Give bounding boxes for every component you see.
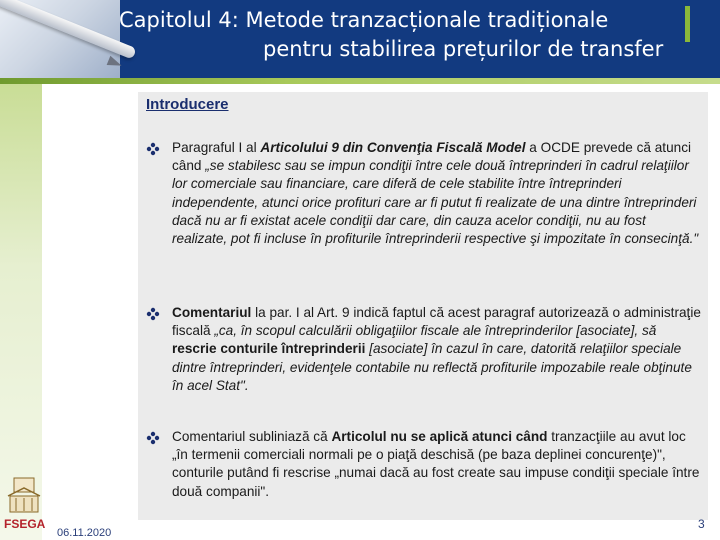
bullet3-text-b: Articolul nu se aplică atunci când (331, 429, 548, 444)
page-number: 3 (698, 517, 705, 531)
slide-date: 06.11.2020 (57, 527, 112, 539)
slide-title (105, 6, 710, 64)
title-line-1: Capitolul 4: Metode tranzacționale tradiționale (119, 8, 609, 32)
logo-label: FSEGA (4, 517, 46, 531)
bullet-paragraph-2 (172, 304, 702, 395)
section-heading: Introducere (146, 96, 229, 113)
diamond-bullet-icon (146, 142, 160, 156)
diamond-bullet-icon (146, 307, 160, 321)
bullet1-text-c: a OCDE prevede că atunci când (172, 140, 692, 174)
title-line-2: pentru stabilirea prețurilor de transfer (263, 37, 664, 61)
pen-image (0, 0, 120, 78)
diamond-bullet-icon (146, 431, 160, 445)
bullet3-text-c: tranzacţiile au avut loc „în termenii comerciali normali pe o piaţă deschisă (pe baza deplinei concurenţe)", conturile putând fi rescrise „numai dacă au fost create sau impuse condiţii speciale între două companii". (172, 429, 700, 499)
bullet2-text-b: la par. I al Art. 9 indică faptul că acest paragraf autorizează o administraţie fiscală (172, 305, 701, 339)
header-green-band (0, 78, 720, 84)
bullet-paragraph-3 (172, 428, 702, 501)
bullet1-text-b: Articolului 9 din Convenţia Fiscală Model (260, 140, 526, 155)
bullet2-text-d: rescrie conturile întreprinderii (172, 341, 366, 357)
bullet3-text-a: Comentariul subliniază că (172, 429, 332, 444)
bullet2-text-e: [asociate] în cazul în care, datorită relaţiilor speciale dintre întreprinderi, evidenţele contabile nu reflectă profiturile impozabile reale obţinute în acel Stat". (172, 341, 692, 393)
bullet1-quote: „se stabilesc sau se impun condiţii între cele două întreprinderi în cadrul relaţiilor lor comerciale sau financiare, care diferă de cele stabilite între întreprinderi independente, atunci orice profituri care ar fi putut fi realizate de una dintre întreprinderi dacă nu ar fi existat acele condiţii dar care, din cauza acelor condiţii, nu au fost realizate, pot fi incluse în profiturile întreprinderii respective şi impozitate în consecinţă." (172, 158, 699, 247)
bullet-paragraph-1 (172, 139, 702, 248)
slide-header (0, 0, 720, 78)
bullet2-text-a: Comentariul (172, 305, 252, 320)
title-accent-bar (685, 6, 690, 42)
bullet2-text-c: „ca, în scopul calculării obligaţiilor fiscale ale întreprinderilor [asociate], să (214, 323, 657, 339)
left-decor-strip (0, 84, 42, 540)
bullet1-text-a: Paragraful I al (172, 140, 261, 155)
